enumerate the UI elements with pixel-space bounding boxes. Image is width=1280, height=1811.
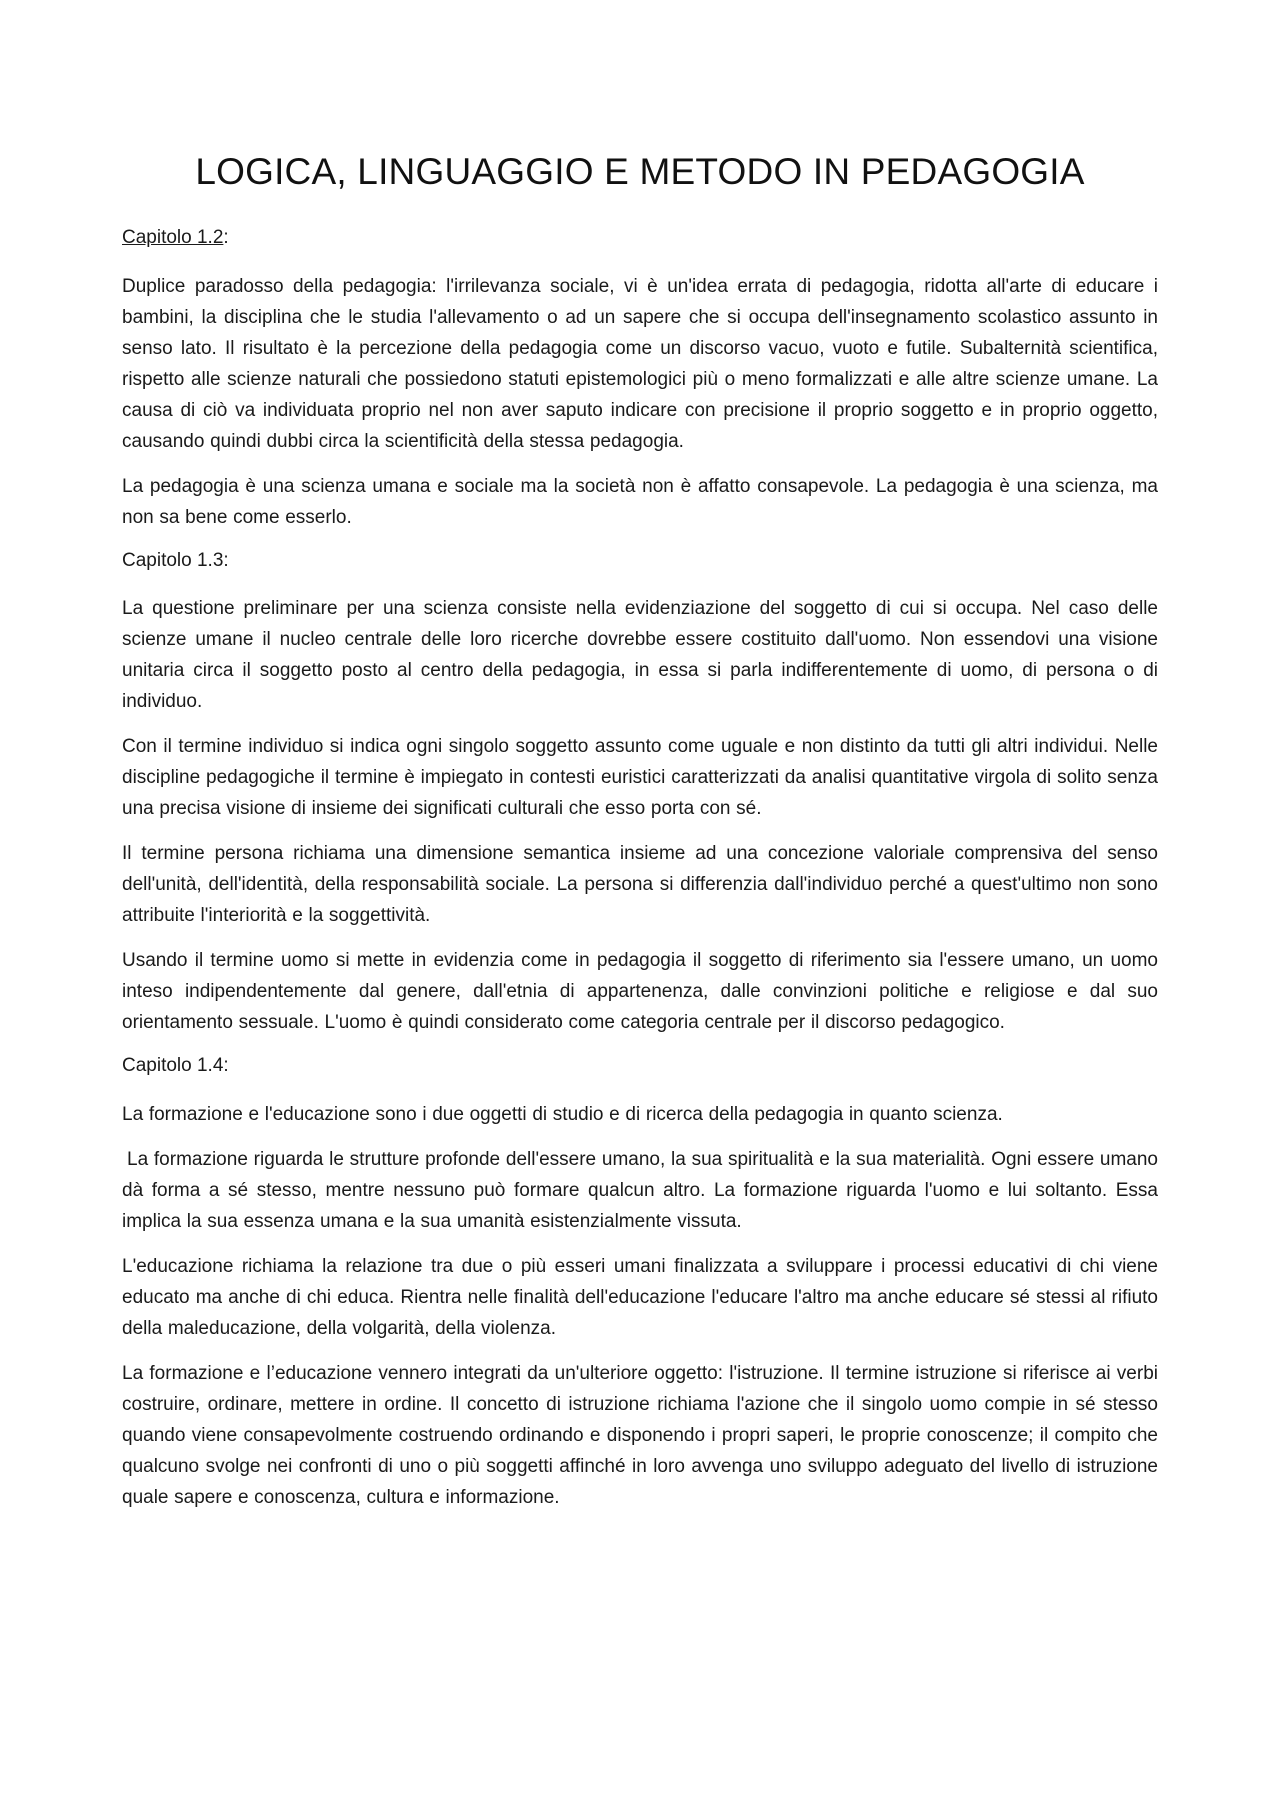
paragraph-formazione: La formazione riguarda le strutture profonde dell'essere umano, la sua spiritualità e la sua materialità. Ogni essere umano dà forma a sé stesso, mentre nessuno può formare qualcun altro. La formazione riguarda l'uomo e lui soltanto. Essa implica la sua essenza umana e la sua umanità esistenzialmente vissuta.	[122, 1148, 1158, 1232]
paragraph-istruzione: La formazione e l’educazione vennero integrati da un'ulteriore oggetto: l'istruzione. Il termine istruzione si riferisce ai verbi costruire, ordinare, mettere in ordine. Il concetto di istruzione richiama l'azione che il singolo uomo compie in sé stesso quando viene consapevolmente costruendo ordinando e disponendo i propri saperi, le proprie conoscenze; il compito che qualcuno svolge nei confronti di uno o più soggetti affinché in loro avvenga uno sviluppo adeguato del livello di istruzione quale sapere e conoscenza, cultura e informazione.	[122, 1362, 1158, 1508]
chapter-heading-text: Capitolo 1.2	[122, 227, 224, 249]
chapter-heading-1-4: Capitolo 1.4:	[122, 1055, 229, 1077]
paragraph-educazione: L'educazione richiama la relazione tra due o più esseri umani finalizzata a sviluppare i processi educativi di chi viene educato ma anche di chi educa. Rientra nelle finalità dell'educazione l'educare l'altro ma anche educare sé stessi al rifiuto della maleducazione, della volgarità, della violenza.	[122, 1255, 1158, 1339]
paragraph-scienza-umana: La pedagogia è una scienza umana e sociale ma la società non è affatto consapevole. La pedagogia è una scienza, ma non sa bene come esserlo.	[122, 475, 1158, 528]
document-page	[122, 150, 1158, 1527]
chapter-heading-1-3: Capitolo 1.3:	[122, 549, 229, 571]
chapter-heading-colon: :	[223, 227, 229, 249]
paragraph-paradosso: Duplice paradosso della pedagogia: l'irrilevanza sociale, vi è un'idea errata di pedagogia, ridotta all'arte di educare i bambini, la disciplina che le studia l'allevamento o ad un sapere che si occupa dell'insegnamento scolastico assunto in senso lato. Il risultato è la percezione della pedagogia come un discorso vacuo, vuoto e futile. Subalternità scientifica, rispetto alle scienze naturali che possiedono statuti epistemologici più o meno formalizzati e alle altre scienze umane. La causa di ciò va individuata proprio nel non aver saputo indicare con precisione il proprio soggetto e in proprio oggetto, causando quindi dubbi circa la scientificità della stessa pedagogia.	[122, 275, 1158, 452]
paragraph-questione-preliminare: La questione preliminare per una scienza consiste nella evidenziazione del soggetto di cui si occupa. Nel caso delle scienze umane il nucleo centrale delle loro ricerche dovrebbe essere costituito dall'uomo. Non essendovi una visione unitaria circa il soggetto posto al centro della pedagogia, in essa si parla indifferentemente di uomo, di persona o di individuo.	[122, 598, 1158, 713]
document-title: LOGICA, LINGUAGGIO E METODO IN PEDAGOGIA	[195, 151, 1085, 192]
paragraph-persona: Il termine persona richiama una dimensione semantica insieme ad una concezione valoriale comprensiva del senso dell'unità, dell'identità, della responsabilità sociale. La persona si differenzia dall'individuo perché a quest'ultimo non sono attribuite l'interiorità e la soggettività.	[122, 843, 1158, 927]
paragraph-uomo: Usando il termine uomo si mette in evidenzia come in pedagogia il soggetto di riferimento sia l'essere umano, un uomo inteso indipendentemente dal genere, dall'etnia di appartenenza, dalle convinzioni politiche e religiose e dal suo orientamento sessuale. L'uomo è quindi considerato come categoria centrale per il discorso pedagogico.	[122, 950, 1158, 1034]
paragraph-individuo: Con il termine individuo si indica ogni singolo soggetto assunto come uguale e non distinto da tutti gli altri individui. Nelle discipline pedagogiche il termine è impiegato in contesti euristici caratterizzati da analisi quantitative virgola di solito senza una precisa visione di insieme dei significati culturali che esso porta con sé.	[122, 736, 1158, 820]
paragraph-oggetti-studio: La formazione e l'educazione sono i due oggetti di studio e di ricerca della pedagogia in quanto scienza.	[122, 1103, 1003, 1125]
chapter-heading-1-2	[122, 224, 1158, 253]
